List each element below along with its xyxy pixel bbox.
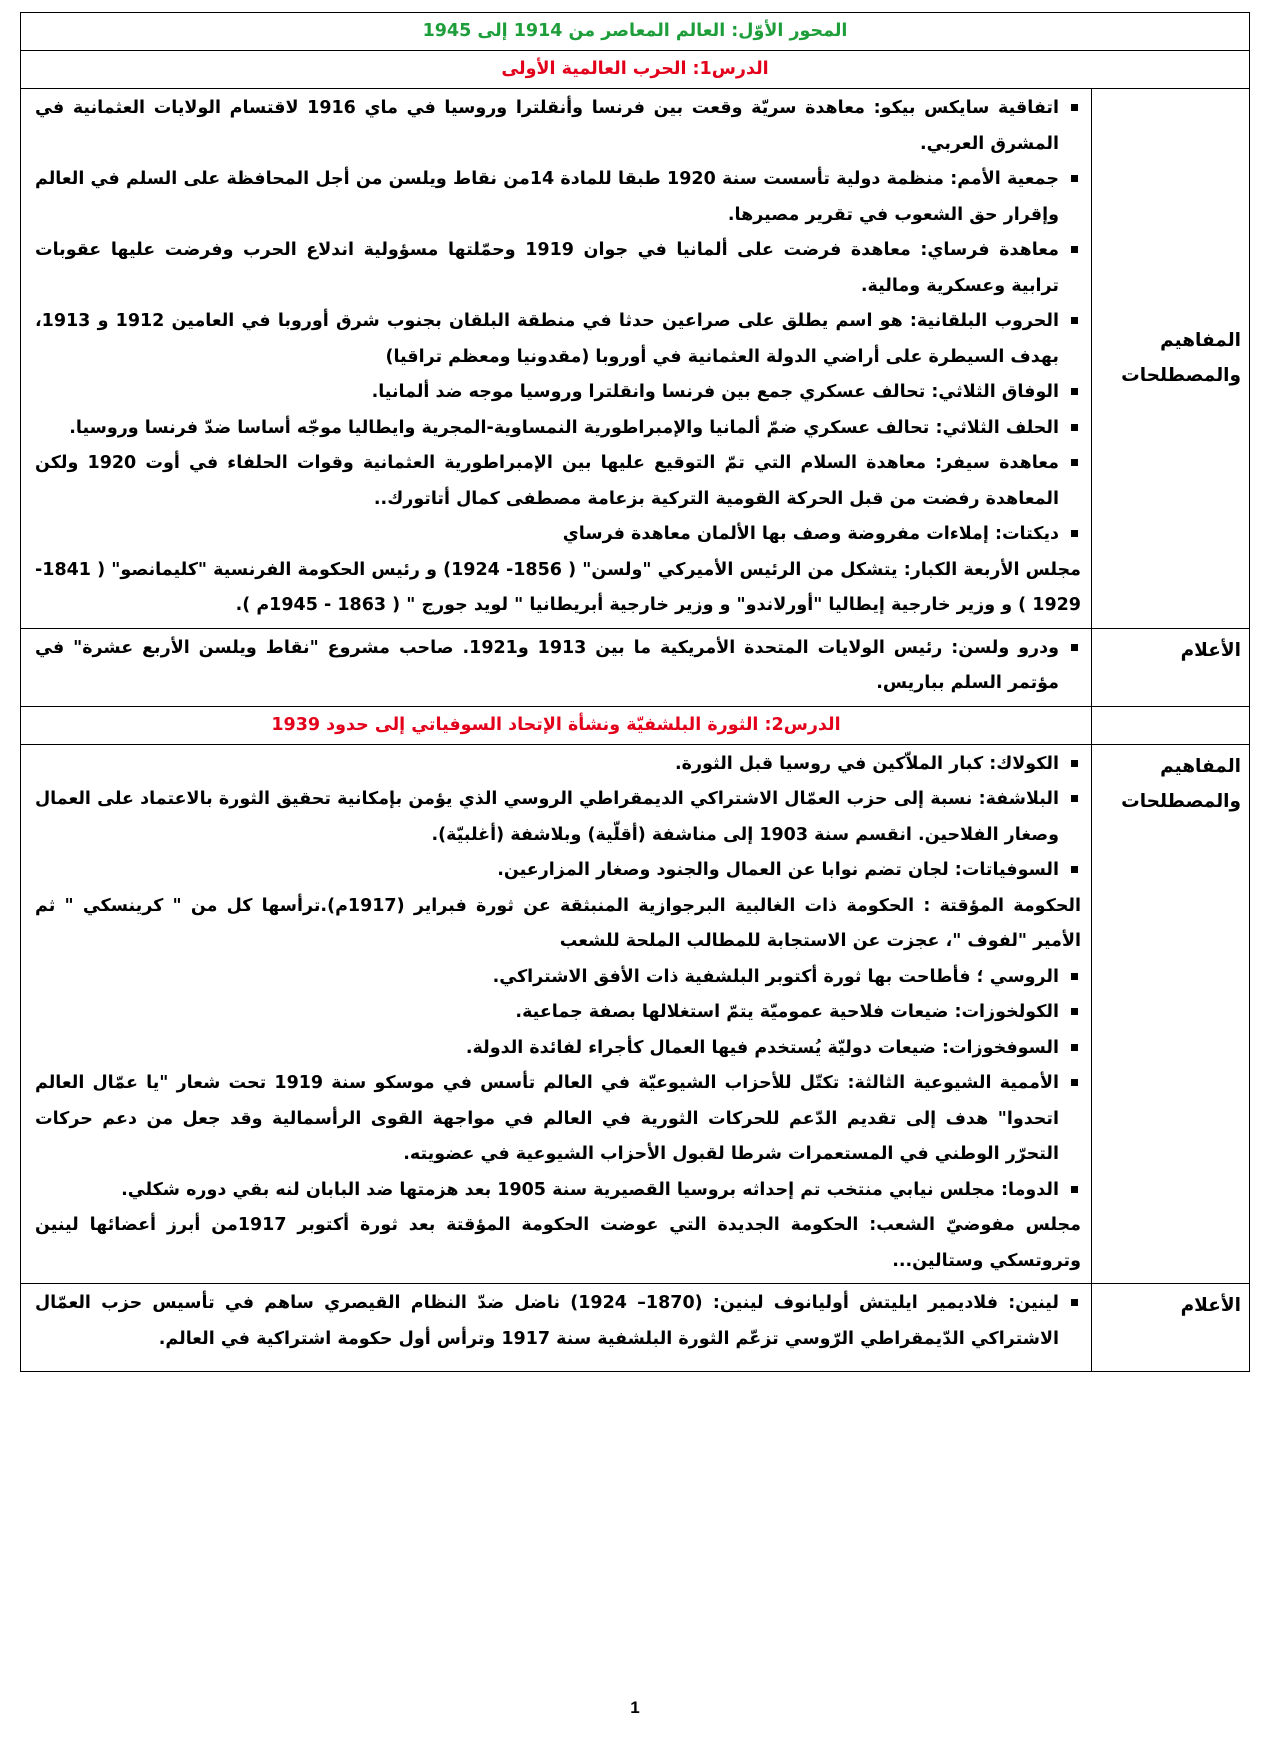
list-item: الكولخوزات: ضيعات فلاحية عموميّة يتمّ استغلالها بصفة جماعية. <box>35 995 1081 1031</box>
document-page <box>20 12 1250 1372</box>
lesson2-concepts-label: المفاهيم والمصطلحات <box>1092 744 1250 1284</box>
lesson1-figures-label: الأعلام <box>1092 628 1250 706</box>
lesson1-concepts-list <box>35 91 1081 553</box>
list-item: السوفخوزات: ضيعات دوليّة يُستخدم فيها العمال كأجراء لفائدة الدولة. <box>35 1031 1081 1067</box>
lesson2-concepts-list-a <box>35 747 1081 889</box>
lesson1-figures-cell <box>21 628 1092 706</box>
lesson1-title: الدرس1: الحرب العالمية الأولى <box>21 51 1250 89</box>
list-item: معاهدة فرساي: معاهدة فرضت على ألمانيا في جوان 1919 وحمّلتها مسؤولية اندلاع الحرب وفرضت عليها عقوبات ترابية وعسكرية ومالية. <box>35 233 1081 304</box>
lesson1-figures-list <box>35 631 1081 702</box>
list-item: ديكتات: إملاءات مفروضة وصف بها الألمان معاهدة فرساي <box>35 517 1081 553</box>
axis-title: المحور الأوّل: العالم المعاصر من 1914 إلى 1945 <box>21 13 1250 51</box>
lesson1-concepts-cell <box>21 89 1092 629</box>
page-number: 1 <box>630 1698 640 1717</box>
list-item: الكولاك: كبار الملاّكين في روسيا قبل الثورة. <box>35 747 1081 783</box>
list-item: الدوما: مجلس نيابي منتخب تم إحداثه بروسيا القصيرية سنة 1905 بعد هزمتها ضد البابان لنه بقي دوره شكلي. <box>35 1173 1081 1209</box>
lesson2-figures-cell <box>21 1284 1092 1372</box>
lesson2-title: الدرس2: الثورة البلشفيّة ونشأة الإتحاد السوفياتي إلى حدود 1939 <box>21 706 1092 744</box>
list-item: الأممية الشيوعية الثالثة: تكتّل للأحزاب الشيوعيّة في العالم تأسس في موسكو سنة 1919 تحت شعار "يا عمّال العالم اتحدوا" هدف إلى تقديم الدّعم للحركات الثورية في العالم في مواجهة القوى الرأسمالية وقد جعل من دعم حركات التحرّر الوطني في المستعمرات شرطا لقبول الأحزاب الشيوعية في عضويته. <box>35 1066 1081 1173</box>
lesson2-figures-list <box>35 1286 1081 1357</box>
lesson2-figures-row <box>21 1284 1250 1372</box>
lesson1-figures-row <box>21 628 1250 706</box>
list-item: اتفاقية سايكس بيكو: معاهدة سريّة وقعت بين فرنسا وأنقلترا وروسيا في ماي 1916 لاقتسام الولايات العثمانية في المشرق العربي. <box>35 91 1081 162</box>
lesson1-concepts-label: المفاهيم والمصطلحات <box>1092 89 1250 629</box>
lesson2-concepts-list-b <box>35 960 1081 1209</box>
list-item: الروسي ؛ فأطاحت بها ثورة أكتوبر البلشفية ذات الأفق الاشتراكي. <box>35 960 1081 996</box>
lesson2-header-row <box>21 706 1250 744</box>
lesson1-header-row <box>21 51 1250 89</box>
list-item: البلاشفة: نسبة إلى حزب العمّال الاشتراكي الديمقراطي الروسي الذي يؤمن بإمكانية تحقيق الثورة بالاعتماد على العمال وصغار الفلاحين. انقسم سنة 1903 إلى مناشفة (أقلّية) وبلاشفة (أغلبيّة). <box>35 782 1081 853</box>
lesson1-concepts-row <box>21 89 1250 629</box>
lesson2-note-peoples-commissars: مجلس مفوضيّ الشعب: الحكومة الجديدة التي عوضت الحكومة المؤقتة بعد ثورة أكتوبر 1917من أبرز أعضائها لينين وتروتسكي وستالين... <box>35 1215 1081 1271</box>
list-item: الحروب البلقانية: هو اسم يطلق على صراعين حدثا في منطقة البلقان بجنوب شرق أوروبا في العامين 1912 و 1913، بهدف السيطرة على أراضي الدولة العثمانية في أوروبا (مقدونيا ومعظم تراقيا) <box>35 304 1081 375</box>
lesson-table <box>20 12 1250 1372</box>
lesson2-header-empty-cell <box>1092 706 1250 744</box>
lesson2-note-provisional-government: الحكومة المؤقتة : الحكومة ذات الغالبية البرجوازية المنبثقة عن ثورة فبراير (1917م).ترأسها كل من " كرينسكي " ثم الأمير "لفوف "، عجزت عن الاستجابة للمطالب الملحة للشعب <box>35 895 1081 951</box>
list-item: جمعية الأمم: منظمة دولية تأسست سنة 1920 طبقا للمادة 14من نقاط ويلسن من أجل المحافظة على السلم في العالم وإقرار حق الشعوب في تقرير مصيرها. <box>35 162 1081 233</box>
list-item: معاهدة سيفر: معاهدة السلام التي تمّ التوقيع عليها بين الإمبراطورية العثمانية وقوات الحلفاء في أوت 1920 ولكن المعاهدة رفضت من قبل الحركة القومية التركية بزعامة مصطفى كمال أتاتورك.. <box>35 446 1081 517</box>
axis-header-row <box>21 13 1250 51</box>
lesson2-concepts-row <box>21 744 1250 1284</box>
lesson1-concepts-note: مجلس الأربعة الكبار: يتشكل من الرئيس الأميركي "ولسن" ( 1856- 1924) و رئيس الحكومة الفرنسية "كليمانصو" ( 1841-1929 ) و وزير خارجية إيطاليا "أورلاندو" و وزير خارجية أبريطانيا " لويد جورج " ( 1863 - 1945م ). <box>35 559 1082 615</box>
list-item: الحلف الثلاثي: تحالف عسكري ضمّ ألمانيا والإمبراطورية النمساوية-المجرية وايطاليا موجّه أساسا ضدّ فرنسا وروسيا. <box>35 411 1081 447</box>
list-item: الوفاق الثلاثي: تحالف عسكري جمع بين فرنسا وانقلترا وروسيا موجه ضد ألمانيا. <box>35 375 1081 411</box>
lesson2-concepts-cell <box>21 744 1092 1284</box>
list-item: ودرو ولسن: رئيس الولايات المتحدة الأمريكية ما بين 1913 و1921. صاحب مشروع "نقاط ويلسن الأربع عشرة" في مؤتمر السلم بباريس. <box>35 631 1081 702</box>
lesson2-figures-label: الأعلام <box>1092 1284 1250 1372</box>
list-item: لينين: فلاديمير ايليتش أوليانوف لينين: (1870– 1924) ناضل ضدّ النظام القيصري ساهم في تأسيس حزب العمّال الاشتراكي الدّيمقراطي الرّوسي تزعّم الثورة البلشفية سنة 1917 وترأس أول حكومة اشتراكية في العالم. <box>35 1286 1081 1357</box>
list-item: السوفياتات: لجان تضم نوابا عن العمال والجنود وصغار المزارعين. <box>35 853 1081 889</box>
